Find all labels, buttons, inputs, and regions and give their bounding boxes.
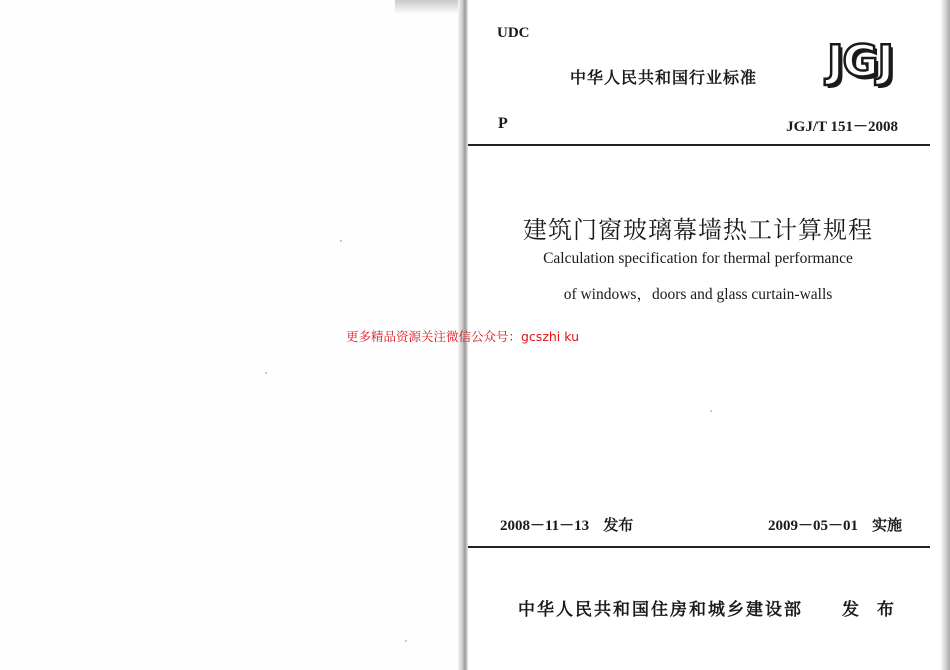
implement-date-line [768,514,902,535]
top-divider [468,144,930,146]
watermark-text: 更多精品资源关注微信公众号：gcszhi ku [346,329,580,344]
scan-speck [405,640,407,642]
implement-date: 2009－05－01 [767,518,858,534]
scan-speck [710,410,712,412]
issue-date: 2008－11－13 [500,518,590,534]
bottom-divider [468,546,930,548]
scan-speck [265,372,267,374]
title-english-line2: of windows，doors and glass curtain-walls [563,286,833,303]
publisher-name: 中华人民共和国住房和城乡建设部 [518,600,803,620]
scan-speck [340,240,342,242]
udc-label: UDC [497,25,530,41]
issue-date-line [500,514,633,535]
industry-standard-label: 中华人民共和国行业标准 [570,68,758,87]
page-scuff [395,0,465,14]
page-edge [940,0,950,670]
issue-label: 发布 [603,516,634,534]
standard-number: JGJ/T 151－2008 [786,119,898,135]
title-english-line1: Calculation specification for thermal performance [543,250,853,267]
jgj-logo: JGJ [827,36,893,87]
classification-code: P [498,115,508,132]
title-chinese: 建筑门窗玻璃幕墙热工计算规程 [523,216,873,244]
implement-label: 实施 [871,516,902,534]
publish-label: 发 布 [842,600,900,620]
